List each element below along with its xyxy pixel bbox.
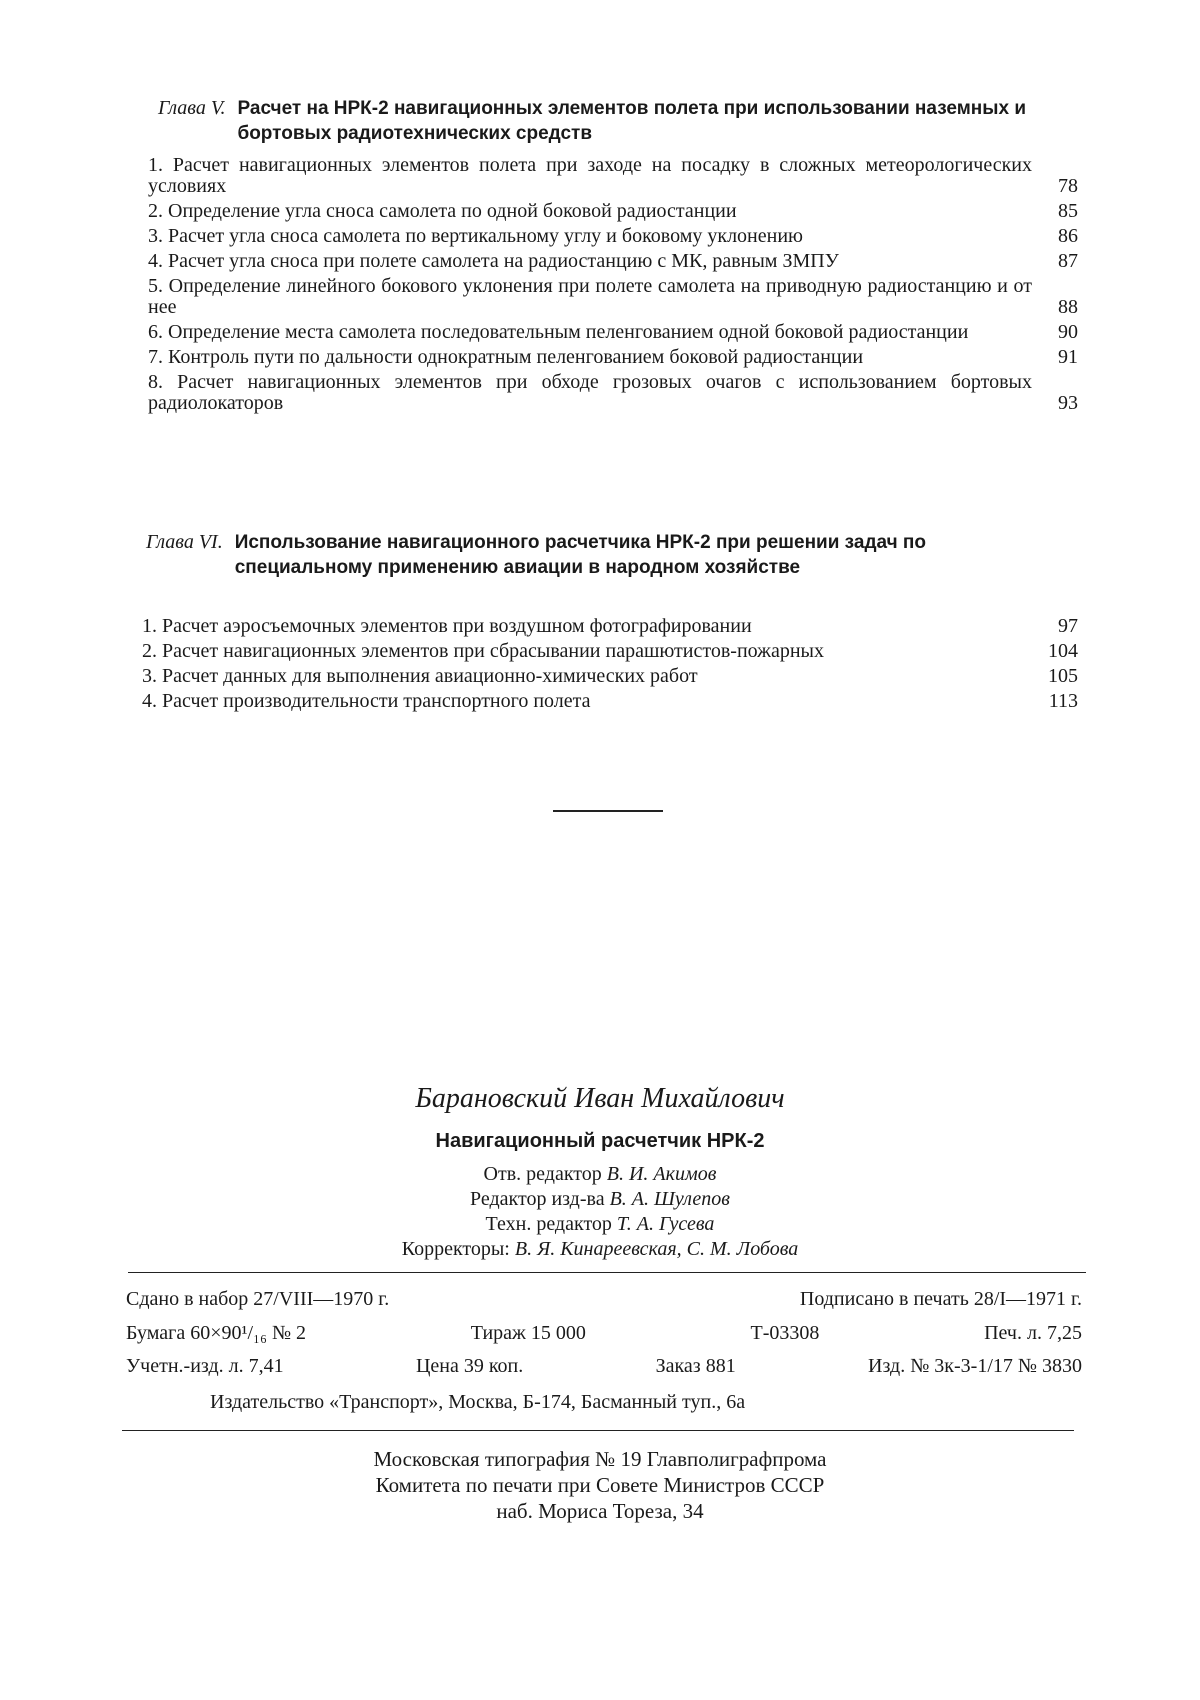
- printer-line: наб. Мориса Тореза, 34: [496, 1499, 704, 1523]
- credits-block: [0, 1162, 1200, 1262]
- author-name: Барановский Иван Михайлович: [415, 1083, 785, 1114]
- toc-list: [142, 616, 1078, 716]
- toc-entry: [148, 251, 1078, 272]
- publisher-sheets: Учетн.-изд. л. 7,41: [126, 1355, 284, 1377]
- price: Цена 39 коп.: [415, 1355, 524, 1377]
- toc-entry-page: 97: [1058, 615, 1078, 637]
- toc-entry: [148, 155, 1078, 197]
- credit-name: В. Я. Кинареевская, С. М. Лобова: [514, 1238, 799, 1260]
- print-approval-date: Подписано в печать 28/I—1971 г.: [799, 1288, 1082, 1310]
- toc-entry-text: 1. Расчет аэросъемочных элементов при воздушном фотографировании: [142, 615, 752, 637]
- publishing-row: [126, 1288, 1082, 1311]
- paper-format: Бумага 60×90¹/₁₆ № 2: [126, 1322, 307, 1344]
- toc-entry-page: 86: [1058, 225, 1078, 247]
- toc-list: [148, 155, 1078, 418]
- toc-entry: [148, 322, 1078, 343]
- publishing-row: [126, 1355, 1082, 1378]
- toc-entry-page: 105: [1048, 665, 1078, 687]
- toc-entry: [148, 276, 1078, 318]
- toc-entry-text: 8. Расчет навигационных элементов при обходе грозовых очагов с использованием бортовых радиолокаторов: [148, 371, 1032, 414]
- toc-entry-text: 4. Расчет угла сноса при полете самолета на радиостанцию с МК, равным ЗМПУ: [148, 250, 839, 272]
- toc-entry: [142, 616, 1078, 637]
- toc-entry: [142, 641, 1078, 662]
- print-sheets: Печ. л. 7,25: [984, 1322, 1082, 1344]
- toc-entry-page: 113: [1048, 690, 1078, 712]
- toc-entry-page: 91: [1058, 346, 1078, 368]
- chapter-heading: [158, 96, 1038, 146]
- chapter-label: Глава VI.: [146, 531, 223, 553]
- toc-entry-text: 2. Определение угла сноса самолета по одной боковой радиостанции: [148, 200, 737, 222]
- credit-line: [0, 1212, 1200, 1237]
- printer-line: Комитета по печати при Совете Министров СССР: [375, 1473, 825, 1497]
- toc-entry-text: 4. Расчет производительности транспортного полета: [142, 690, 591, 712]
- edition-number: Изд. № 3к-3-1/17 № 3830: [868, 1355, 1082, 1377]
- credit-line: [0, 1237, 1200, 1262]
- printer-info: [0, 1446, 1200, 1524]
- credit-line: [0, 1187, 1200, 1212]
- chapter-heading: [146, 530, 1036, 580]
- horizontal-rule: [122, 1430, 1074, 1431]
- toc-entry-text: 2. Расчет навигационных элементов при сбрасывании парашютистов-пожарных: [142, 640, 824, 662]
- toc-entry: [148, 372, 1078, 414]
- horizontal-rule: [128, 1272, 1086, 1273]
- toc-entry: [148, 347, 1078, 368]
- credit-name: В. А. Шулепов: [609, 1188, 730, 1210]
- credit-role: Редактор изд-ва: [469, 1188, 605, 1210]
- license-number: Т-03308: [750, 1322, 820, 1344]
- toc-entry: [148, 226, 1078, 247]
- order-number: Заказ 881: [655, 1355, 736, 1377]
- toc-entry-page: 85: [1058, 200, 1078, 222]
- toc-entry-page: 93: [1058, 392, 1078, 414]
- credit-role: Отв. редактор: [483, 1163, 602, 1185]
- toc-entry: [142, 691, 1078, 712]
- chapter-title: Использование навигационного расчетчика НРК-2 при решении задач по специальному применению авиации в народном хозяйстве: [234, 532, 926, 578]
- toc-entry-text: 5. Определение линейного бокового уклонения при полете самолета на приводную радиостанцию и от нее: [148, 275, 1032, 318]
- toc-entry-page: 78: [1058, 175, 1078, 197]
- chapter-title: Расчет на НРК-2 навигационных элементов полета при использовании наземных и бортовых радиотехнических средств: [237, 98, 1026, 144]
- toc-entry-page: 104: [1048, 640, 1078, 662]
- toc-entry-text: 3. Расчет данных для выполнения авиационно-химических работ: [142, 665, 698, 687]
- credit-name: Т. А. Гусева: [616, 1213, 715, 1235]
- toc-entry-page: 90: [1058, 321, 1078, 343]
- credit-role: Корректоры:: [401, 1238, 510, 1260]
- credit-role: Техн. редактор: [485, 1213, 612, 1235]
- publishing-row: [126, 1322, 1082, 1345]
- toc-entry-text: 7. Контроль пути по дальности однократным пеленгованием боковой радиостанции: [148, 346, 864, 368]
- toc-entry-text: 3. Расчет угла сноса самолета по вертикальному углу и боковому уклонению: [148, 225, 803, 247]
- section-separator: [553, 810, 663, 812]
- toc-entry-text: 1. Расчет навигационных элементов полета при заходе на посадку в сложных метеорологических условиях: [148, 154, 1032, 197]
- book-title: Навигационный расчетчик НРК-2: [435, 1130, 765, 1152]
- credit-name: В. И. Акимов: [606, 1163, 717, 1185]
- printer-line: Московская типография № 19 Главполиграфпрома: [373, 1447, 827, 1471]
- chapter-label: Глава V.: [158, 97, 226, 119]
- toc-entry: [148, 201, 1078, 222]
- toc-entry: [142, 666, 1078, 687]
- typeset-date: Сдано в набор 27/VIII—1970 г.: [126, 1288, 390, 1310]
- toc-entry-page: 87: [1058, 250, 1078, 272]
- toc-entry-page: 88: [1058, 296, 1078, 318]
- toc-entry-text: 6. Определение места самолета последовательным пеленгованием одной боковой радиостанции: [148, 321, 969, 343]
- print-run: Тираж 15 000: [470, 1322, 586, 1344]
- publisher-address: Издательство «Транспорт», Москва, Б-174, Басманный туп., 6а: [210, 1391, 746, 1413]
- credit-line: [0, 1162, 1200, 1187]
